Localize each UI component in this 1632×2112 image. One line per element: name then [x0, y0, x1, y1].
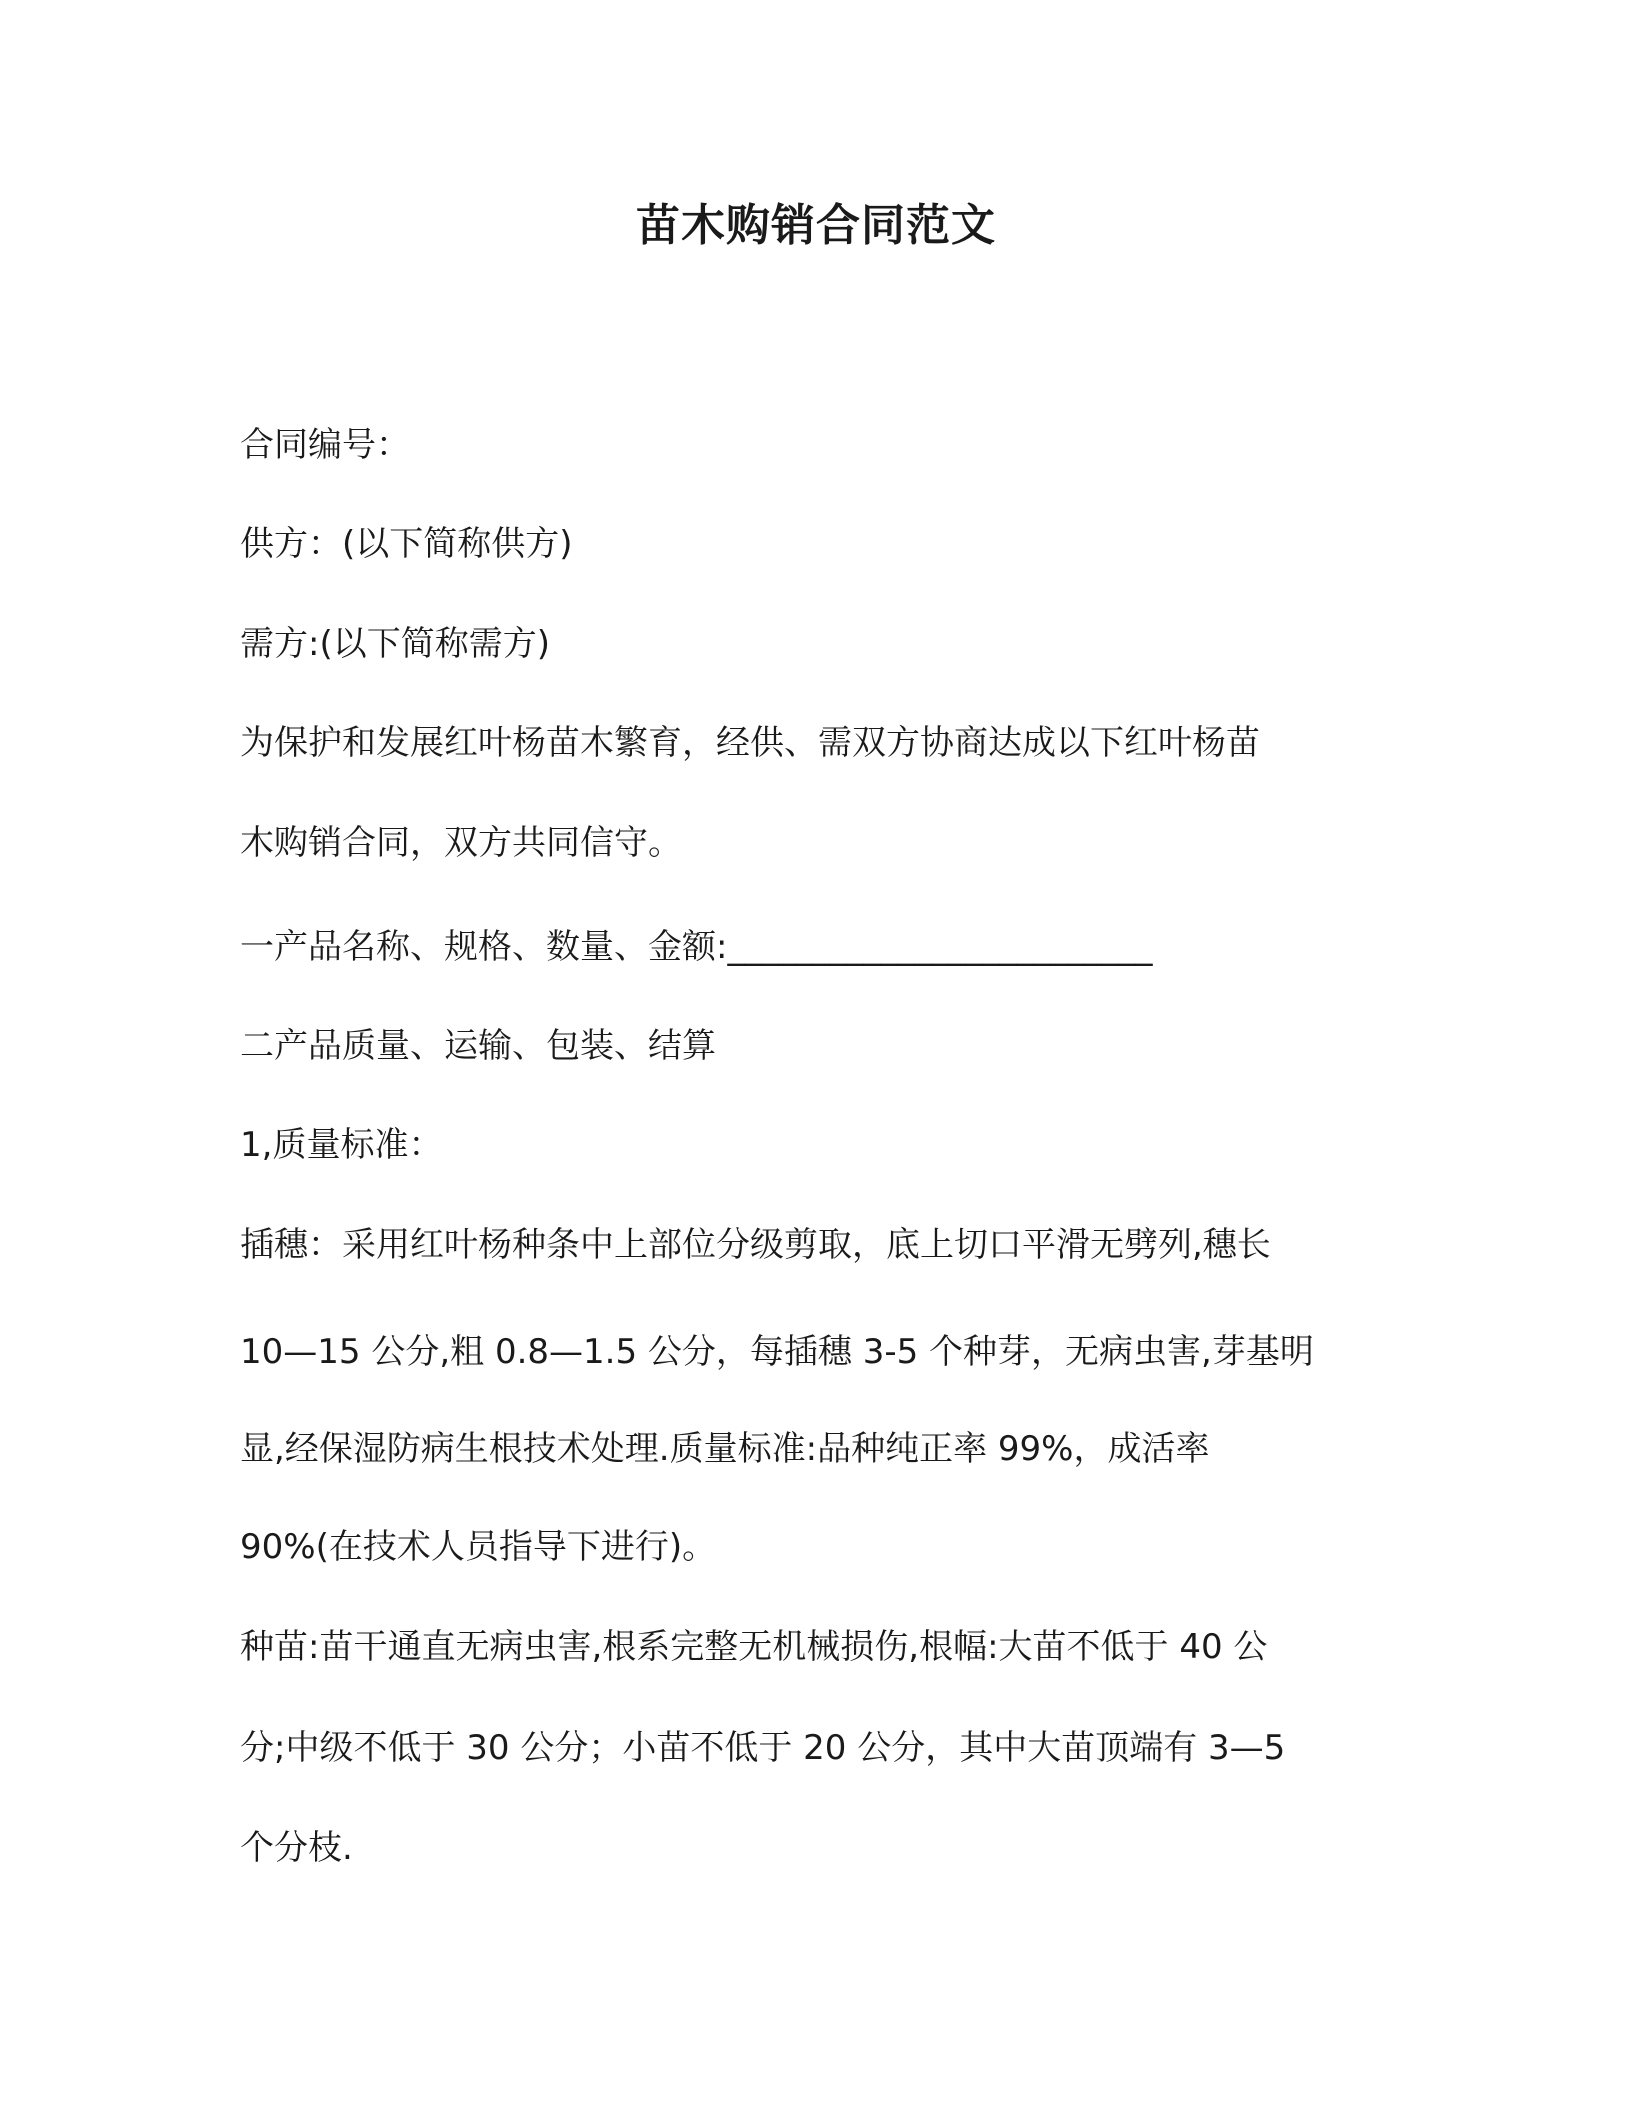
cutting-paragraph-line-3: 显,经保湿防病生根技术处理.质量标准:品种纯正率 99%，成活率	[240, 1429, 1210, 1469]
section-2-heading: 二产品质量、运输、包装、结算	[240, 1026, 716, 1066]
seedling-paragraph-line-3: 个分枝.	[240, 1828, 353, 1868]
cutting-paragraph-line-1: 插穗：采用红叶杨种条中上部位分级剪取，底上切口平滑无劈列,穗长	[240, 1225, 1271, 1265]
cutting-paragraph-line-4: 90%(在技术人员指导下进行)。	[240, 1527, 717, 1567]
preamble-line-1: 为保护和发展红叶杨苗木繁育，经供、需双方协商达成以下红叶杨苗	[240, 723, 1260, 763]
supplier-line: 供方：(以下简称供方)	[240, 524, 573, 564]
cutting-paragraph-line-2: 10—15 公分,粗 0.8—1.5 公分，每插穗 3-5 个种芽，无病虫害,芽基明	[240, 1332, 1314, 1372]
preamble-line-2: 木购销合同，双方共同信守。	[240, 823, 682, 863]
section-1-heading: 一产品名称、规格、数量、金额:_________________________	[240, 927, 1153, 967]
contract-number-line: 合同编号：	[240, 425, 410, 465]
document-title: 苗木购销合同范文	[636, 200, 996, 251]
seedling-paragraph-line-1: 种苗:苗干通直无病虫害,根系完整无机械损伤,根幅:大苗不低于 40 公	[240, 1627, 1268, 1667]
buyer-line: 需方:(以下简称需方)	[240, 624, 550, 664]
quality-standard-heading: 1,质量标准：	[240, 1125, 443, 1165]
seedling-paragraph-line-2: 分;中级不低于 30 公分；小苗不低于 20 公分，其中大苗顶端有 3—5	[240, 1728, 1286, 1768]
